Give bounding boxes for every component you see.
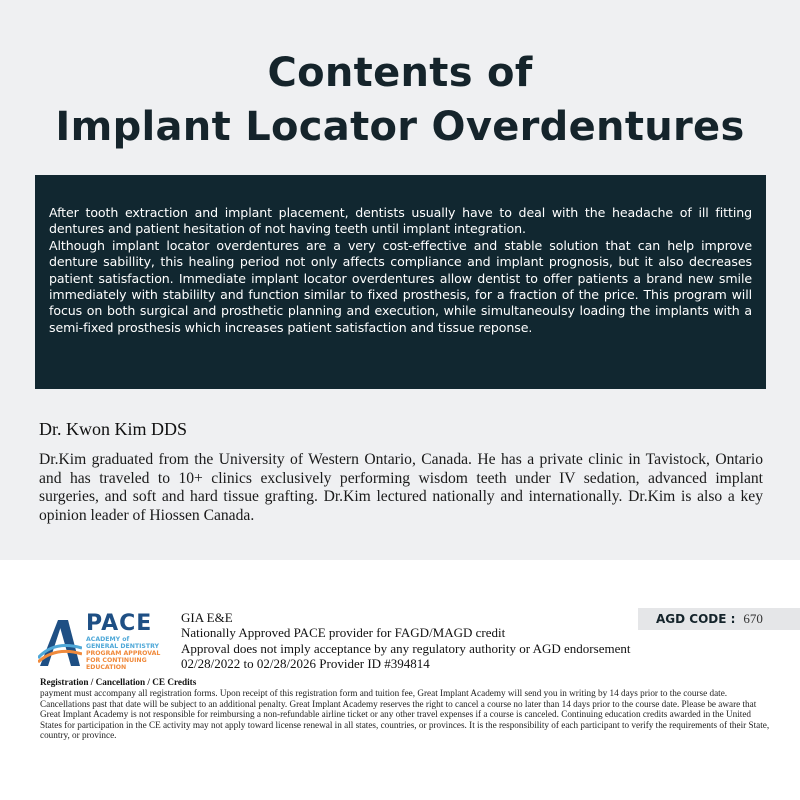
title-line-1: Contents of [267, 50, 533, 96]
provider-line-2: Nationally Approved PACE provider for FAGD/MAGD credit [181, 625, 506, 641]
doctor-name: Dr. Kwon Kim DDS [39, 419, 188, 439]
registration-text-2: Cancellations past that date will be subject to an additional penalty. Great Implant Academy reserves the right to cancel a course no later than 14 days prior to the course date. Please be aware that Great Implant Academy is not responsible for reimbursing a non-refundable airline ticket or any other travel expenses if a course is canceled. Continuing education credits awarded in the United States for participation in the CE activity may not apply toward license renewal in all states, countries, or provinces. It is the responsibility of each participant to verify the requirements of their State, country, or province. [40, 698, 770, 741]
title-line-2: Implant Locator Overdentures [55, 104, 745, 150]
pace-line-5: EDUCATION [86, 664, 127, 671]
agd-code-label: AGD CODE : [656, 612, 736, 626]
pace-logo [38, 612, 178, 672]
provider-line-3: Approval does not imply acceptance by any regulatory authority or AGD endorsement [181, 640, 631, 656]
pace-line-4: FOR CONTINUING [86, 657, 147, 664]
agd-code-value: 670 [743, 611, 763, 626]
registration-text-1: payment must accompany all registration forms. Upon receipt of this registration form and tuition fee, Great Implant Academy will send you in writing by 14 days prior to the course date. [40, 688, 728, 698]
provider-info [181, 610, 630, 672]
agd-code-box [638, 608, 800, 630]
page-title [0, 46, 800, 154]
doctor-bio: Dr.Kim graduated from the University of Western Ontario, Canada. He has a private clinic in Tavistock, Ontario and has traveled to 10+ clinics exclusively performing wisdom teeth under IV sedation, advanced implant surgeries, and soft and hard tissue grafting. Dr.Kim lectured nationally and internationally. Dr.Kim is also a key opinion leader of Hiossen Canada. [39, 451, 763, 524]
provider-line-4: 02/28/2022 to 02/28/2026 Provider ID #394814 [181, 656, 430, 672]
description-paragraph-1: After tooth extraction and implant placement, dentists usually have to deal with the headache of ill fitting dentures and patient hesitation of not having teeth until implant integration. [49, 205, 752, 237]
description-paragraph-2: Although implant locator overdentures are a very cost-effective and stable solution that can help improve denture sabillity, this healing period not only affects compliance and implant prognosis, but it also decreases patient satisfaction. Immediate implant locator overdentures allow dentist to offer patients a brand new smile immediately with stabililty and function similar to fixed prosthesis, for a fraction of the price. This program will focus on both surgical and prosthetic planning and execution, while simultaneoulsy loading the implants with a semi-fixed prosthesis which increases patient satisfaction and tissue reponse. [49, 237, 752, 335]
course-description-box [35, 175, 766, 389]
pace-line-2: GENERAL DENTISTRY [86, 643, 160, 650]
pace-a-icon [38, 618, 82, 668]
pace-line-1: ACADEMY of [86, 636, 130, 643]
pace-text [86, 612, 160, 671]
registration-text [40, 688, 772, 741]
registration-heading: Registration / Cancellation / CE Credits [40, 677, 197, 687]
pace-word: PACE [86, 611, 153, 636]
provider-line-1: GIA E&E [181, 610, 233, 625]
pace-line-3: PROGRAM APPROVAL [86, 650, 161, 657]
